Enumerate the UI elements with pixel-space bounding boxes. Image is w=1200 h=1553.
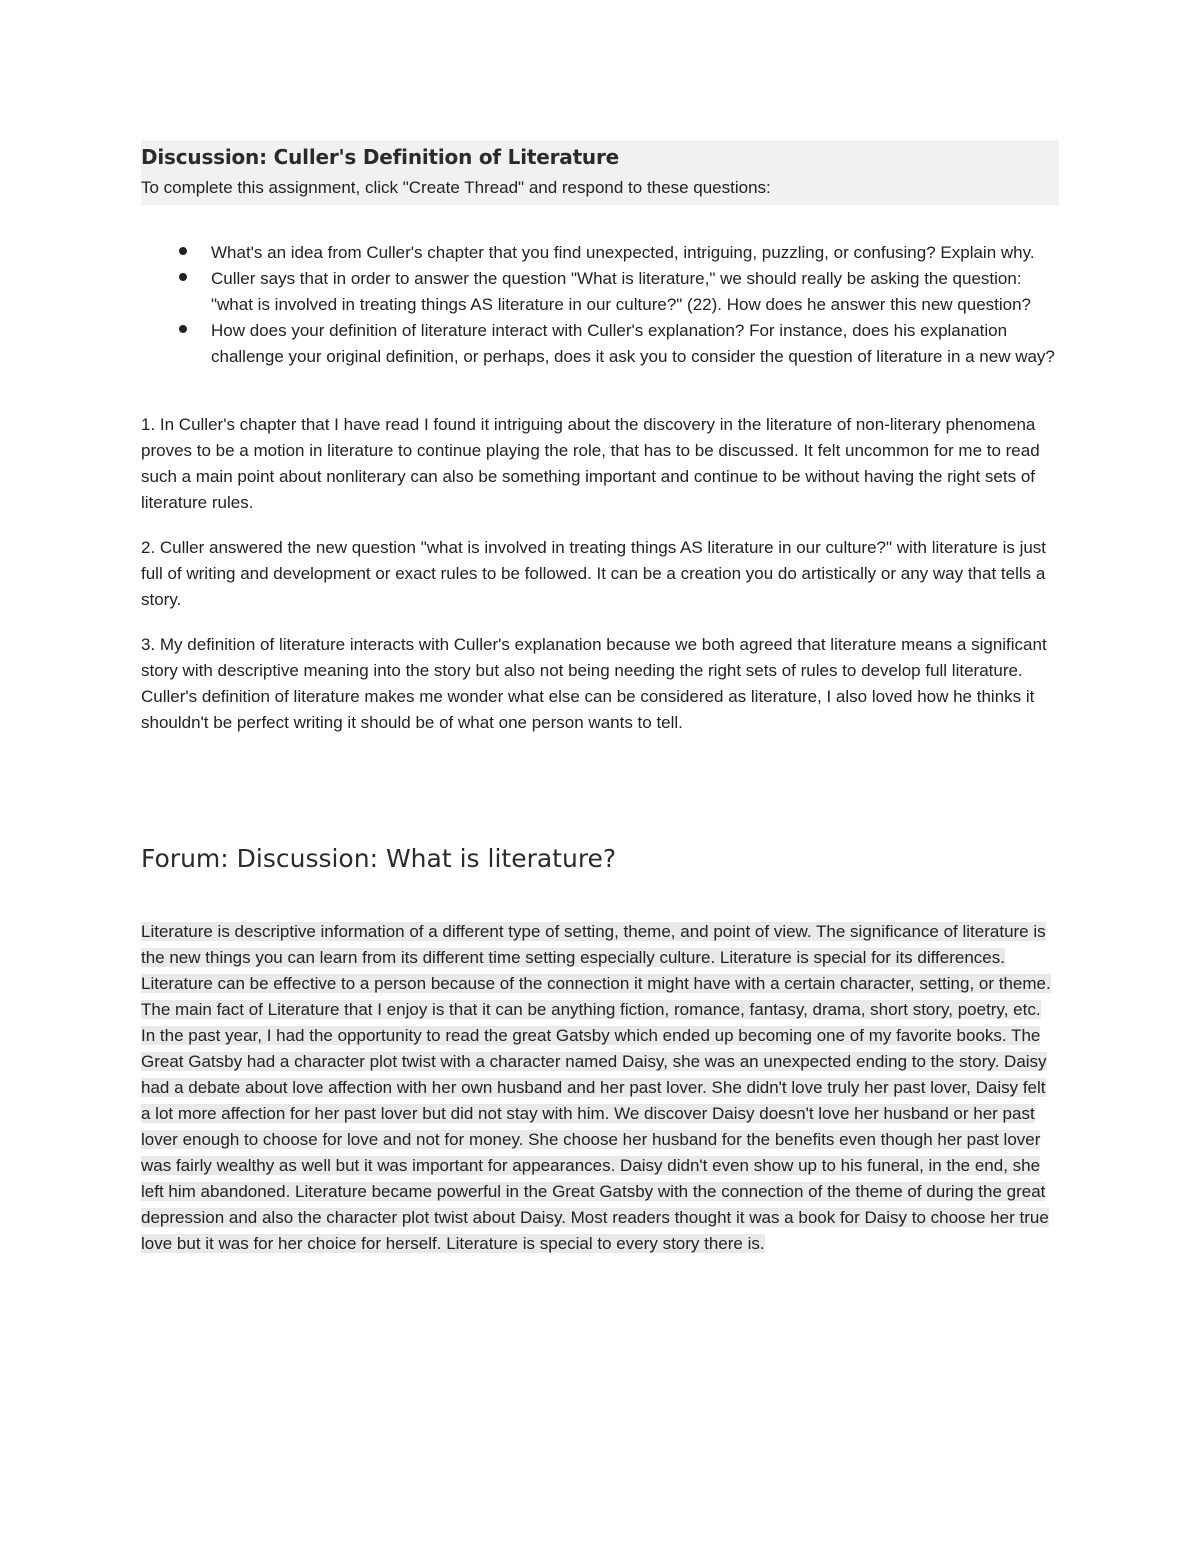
bullet-icon	[179, 273, 187, 281]
bullet-icon	[179, 325, 187, 333]
answer-paragraph: 3. My definition of literature interacts with Culler's explanation because we both agreed that literature means a significant story with descriptive meaning into the story but also not being needing the right sets of rules to develop full literature. Culler's definition of literature makes me wonder what else can be considered as literature, I also loved how he thinks it shouldn't be perfect writing it should be of what one person wants to tell.	[141, 635, 1047, 732]
answer-list	[141, 412, 1059, 736]
forum-essay	[141, 919, 1059, 1257]
question-item	[141, 240, 1059, 266]
question-list	[141, 240, 1059, 370]
forum-title: Forum: Discussion: What is literature?	[141, 844, 617, 873]
assignment-header	[141, 141, 1059, 205]
question-item	[141, 266, 1059, 318]
bullet-icon	[179, 247, 187, 255]
document-content	[141, 141, 1059, 1257]
question-text: What's an idea from Culler's chapter that you find unexpected, intriguing, puzzling, or confusing? Explain why.	[211, 243, 1035, 262]
question-item	[141, 318, 1059, 370]
assignment-title: Discussion: Culler's Definition of Literature	[141, 145, 619, 169]
question-text: Culler says that in order to answer the question "What is literature," we should really be asking the question: "what is involved in treating things AS literature in our culture?" (22). How does he answer this new question?	[211, 269, 1032, 314]
answer-paragraph: 2. Culler answered the new question "what is involved in treating things AS literature in our culture?" with literature is just full of writing and development or exact rules to be followed. It can be a creation you do artistically or any way that tells a story.	[141, 538, 1047, 609]
assignment-intro: To complete this assignment, click "Create Thread" and respond to these questions:	[141, 178, 771, 197]
answer-paragraph: 1. In Culler's chapter that I have read I found it intriguing about the discovery in the literature of non-literary phenomena proves to be a motion in literature to continue playing the role, that has to be discussed. It felt uncommon for me to read such a main point about nonliterary can also be something important and continue to be without having the right sets of literature rules.	[141, 415, 1040, 512]
question-text: How does your definition of literature interact with Culler's explanation? For instance, does his explanation challenge your original definition, or perhaps, does it ask you to consider the question of literature in a new way?	[211, 321, 1055, 366]
essay-text: Literature is descriptive information of a different type of setting, theme, and point of view. The significance of literature is the new things you can learn from its different time setting especially culture. Literature is special for its differences. Literature can be effective to a person because of the connection it might have with a certain character, setting, or theme. The main fact of Literature that I enjoy is that it can be anything fiction, romance, fantasy, drama, short story, poetry, etc. In the past year, I had the opportunity to read the great Gatsby which ended up becoming one of my favorite books. The Great Gatsby had a character plot twist with a character named Daisy, she was an unexpected ending to the story. Daisy had a debate about love affection with her own husband and her past lover. She didn't love truly her past lover, Daisy felt a lot more affection for her past lover but did not stay with him. We discover Daisy doesn't love her husband or her past lover enough to choose for love and not for money. She choose her husband for the benefits even though her past lover was fairly wealthy as well but it was important for appearances. Daisy didn't even show up to his funeral, in the end, she left him abandoned. Literature became powerful in the Great Gatsby with the connection of the theme of during the great depression and also the character plot twist about Daisy. Most readers thought it was a book for Daisy to choose her true love but it was for her choice for herself. Literature is special to every story there is.	[141, 922, 1051, 1253]
